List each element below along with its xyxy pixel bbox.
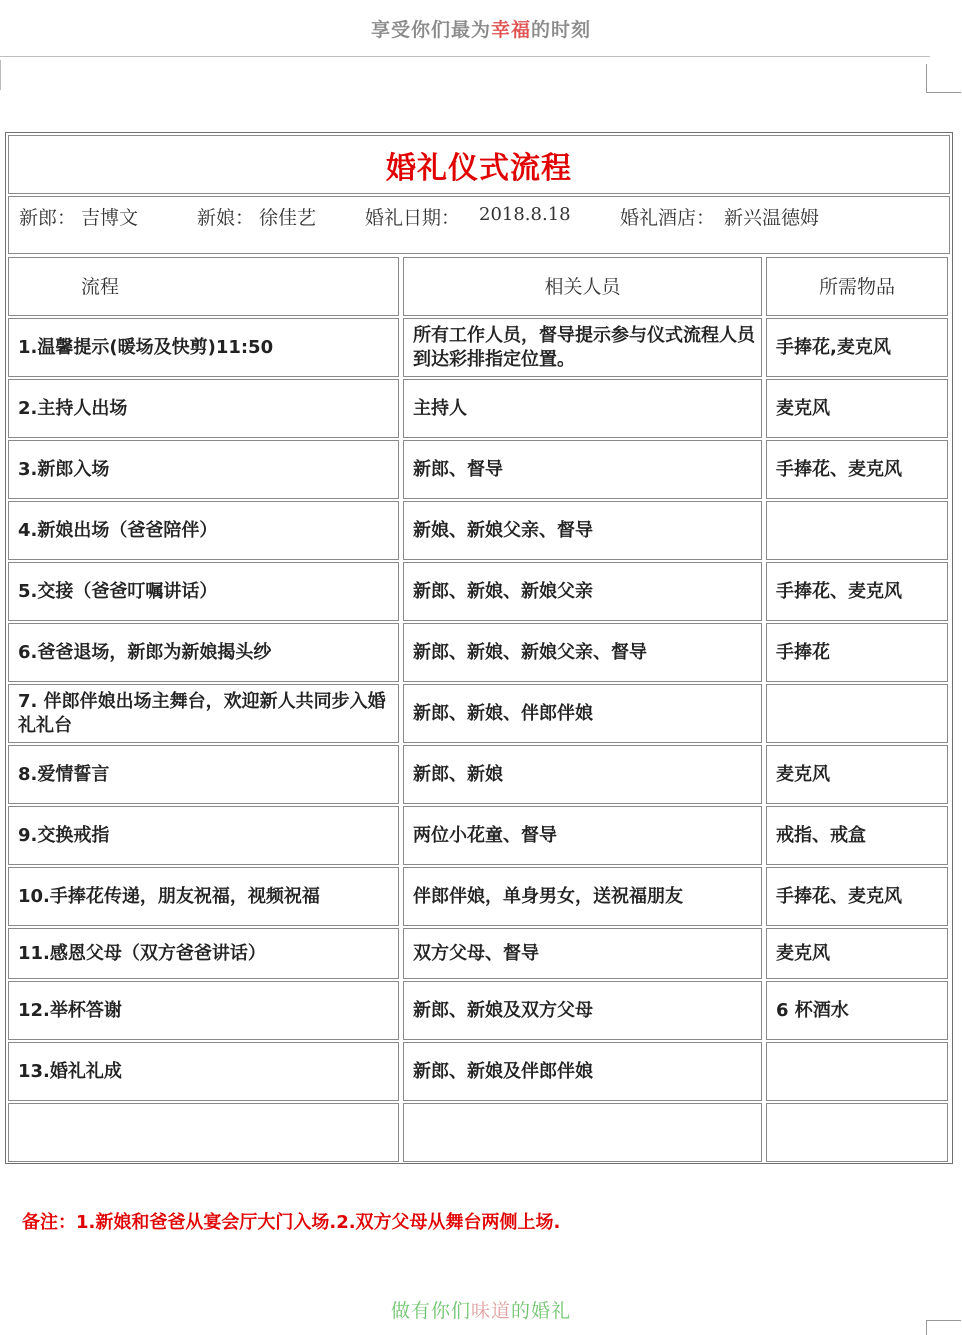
header-text-part1: 享受你们最为	[370, 19, 491, 41]
items-cell	[766, 1103, 948, 1162]
step-cell: 4.新娘出场（爸爸陪伴）	[8, 501, 399, 560]
step-cell: 5.交接（爸爸叮嘱讲话）	[8, 562, 399, 621]
items-cell: 手捧花、麦克风	[766, 562, 948, 621]
page-footer	[0, 1296, 962, 1323]
people-cell: 新郎、新娘及伴郎伴娘	[403, 1042, 762, 1101]
people-cell: 双方父母、督导	[403, 928, 762, 979]
column-header-people: 相关人员	[403, 257, 762, 316]
table-row	[6, 1041, 952, 1102]
footer-text-part1: 做有你们	[390, 1300, 471, 1322]
items-cell: 麦克风	[766, 379, 948, 438]
step-cell: 11.感恩父母（双方爸爸讲话）	[8, 928, 399, 979]
people-cell: 新郎、新娘、新娘父亲、督导	[403, 623, 762, 682]
people-cell: 新郎、新娘	[403, 745, 762, 804]
table-row	[6, 927, 952, 980]
items-cell: 手捧花、麦克风	[766, 867, 948, 926]
step-cell: 13.婚礼礼成	[8, 1042, 399, 1101]
step-cell: 12.举杯答谢	[8, 981, 399, 1040]
table-header-row	[6, 256, 952, 317]
page-margin-mark-left	[0, 60, 1, 90]
title-row	[8, 135, 950, 194]
bride-name: 徐佳艺	[259, 207, 317, 229]
schedule-grid	[6, 256, 952, 1163]
table-row	[6, 805, 952, 866]
people-cell: 伴郎伴娘，单身男女，送祝福朋友	[403, 867, 762, 926]
table-row	[6, 980, 952, 1041]
groom-label: 新郎：	[19, 207, 77, 229]
items-cell: 麦克风	[766, 745, 948, 804]
step-cell: 7. 伴郎伴娘出场主舞台，欢迎新人共同步入婚礼礼台	[8, 684, 399, 743]
people-cell: 新郎、督导	[403, 440, 762, 499]
header-divider	[0, 56, 930, 57]
step-cell: 8.爱情誓言	[8, 745, 399, 804]
document-title: 婚礼仪式流程	[386, 150, 572, 186]
people-cell: 新郎、新娘及双方父母	[403, 981, 762, 1040]
ceremony-table	[5, 132, 953, 1164]
step-cell: 2.主持人出场	[8, 379, 399, 438]
hotel-name: 新兴温德姆	[724, 207, 820, 229]
table-row	[6, 500, 952, 561]
column-header-items: 所需物品	[766, 257, 948, 316]
step-cell: 9.交换戒指	[8, 806, 399, 865]
people-cell	[403, 1103, 762, 1162]
step-cell: 6.爸爸退场，新郎为新娘揭头纱	[8, 623, 399, 682]
step-cell: 1.温馨提示(暖场及快剪)11:50	[8, 318, 399, 377]
remarks-note: 备注：1.新娘和爸爸从宴会厅大门入场.2.双方父母从舞台两侧上场.	[22, 1212, 561, 1233]
table-row	[6, 683, 952, 744]
items-cell: 手捧花	[766, 623, 948, 682]
table-row	[6, 439, 952, 500]
header-text-accent: 幸福	[490, 19, 531, 41]
table-row	[6, 622, 952, 683]
people-cell: 两位小花童、督导	[403, 806, 762, 865]
items-cell	[766, 1042, 948, 1101]
items-cell: 戒指、戒盒	[766, 806, 948, 865]
people-cell: 所有工作人员，督导提示参与仪式流程人员到达彩排指定位置。	[403, 318, 762, 377]
header-text-part2: 的时刻	[531, 19, 592, 41]
people-cell: 新娘、新娘父亲、督导	[403, 501, 762, 560]
groom-name: 吉博文	[81, 207, 139, 229]
table-row	[6, 317, 952, 378]
items-cell: 手捧花,麦克风	[766, 318, 948, 377]
items-cell	[766, 684, 948, 743]
page-header	[0, 0, 962, 55]
step-cell: 10.手捧花传递，朋友祝福，视频祝福	[8, 867, 399, 926]
table-body	[6, 317, 952, 1163]
wedding-date: 2018.8.18	[479, 204, 571, 225]
page-corner-mark-bottom	[926, 1320, 961, 1335]
items-cell: 麦克风	[766, 928, 948, 979]
page-corner-mark-top	[926, 64, 961, 93]
footer-text-part2: 的婚礼	[511, 1300, 572, 1322]
items-cell	[766, 501, 948, 560]
hotel-label: 婚礼酒店：	[620, 207, 716, 229]
date-label: 婚礼日期：	[365, 207, 461, 229]
bride-label: 新娘：	[197, 207, 255, 229]
table-row	[6, 561, 952, 622]
step-cell	[8, 1103, 399, 1162]
table-row	[6, 1102, 952, 1163]
items-cell: 6 杯酒水	[766, 981, 948, 1040]
table-row	[6, 744, 952, 805]
table-row	[6, 378, 952, 439]
footer-text-accent: 味道	[470, 1300, 511, 1322]
table-row	[6, 866, 952, 927]
people-cell: 主持人	[403, 379, 762, 438]
step-cell: 3.新郎入场	[8, 440, 399, 499]
info-row	[8, 196, 950, 254]
column-header-step: 流程	[8, 257, 399, 316]
items-cell: 手捧花、麦克风	[766, 440, 948, 499]
people-cell: 新郎、新娘、新娘父亲	[403, 562, 762, 621]
people-cell: 新郎、新娘、伴郎伴娘	[403, 684, 762, 743]
